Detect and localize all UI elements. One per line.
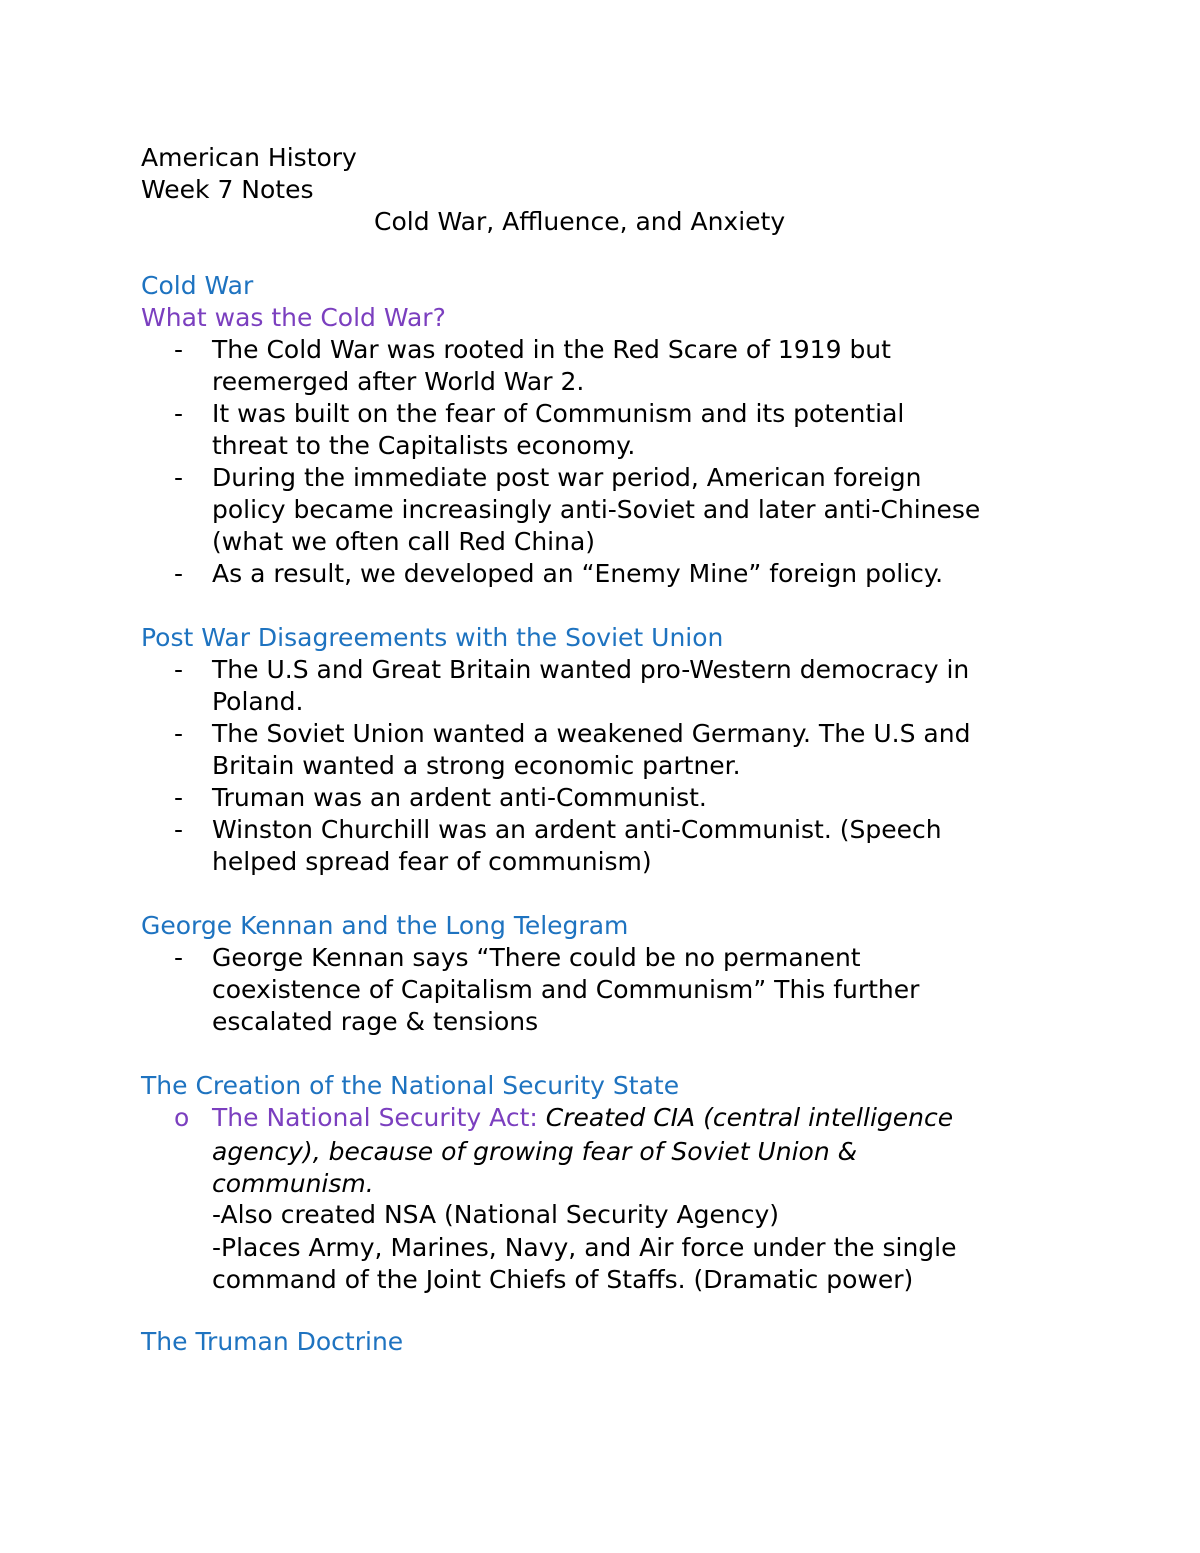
heading-post-war-disagreements: Post War Disagreements with the Soviet Union [141,623,724,652]
heading-truman-doctrine: The Truman Doctrine [141,1327,404,1356]
list-item-line: During the immediate post war period, American foreign [212,463,922,492]
list-item-line: reemerged after World War 2. [212,367,585,396]
bullet-dash: - [174,463,184,492]
list-item-line: It was built on the fear of Communism and its potential [212,399,905,428]
act-text: Created CIA (central intelligence [537,1103,954,1132]
list-item-line: coexistence of Capitalism and Communism” This further [212,975,920,1004]
bullet-dash: - [174,399,184,428]
subheading-what-was-cold-war: What was the Cold War? [141,303,446,332]
list-item-line: Poland. [212,687,304,716]
list-item-line: As a result, we developed an “Enemy Mine” foreign policy. [212,559,944,588]
heading-kennan-long-telegram: George Kennan and the Long Telegram [141,911,629,940]
list-item-line [212,1102,953,1134]
list-item-line: The Cold War was rooted in the Red Scare of 1919 but [212,335,891,364]
list-item-line: command of the Joint Chiefs of Staffs. (Dramatic power) [212,1265,914,1294]
bullet-dash: - [174,783,184,812]
act-label: The National Security Act: [212,1103,538,1132]
list-item-line: The U.S and Great Britain wanted pro-Western democracy in [212,655,970,684]
list-item-line: (what we often call Red China) [212,527,596,556]
list-item-line: The Soviet Union wanted a weakened Germany. The U.S and [212,719,971,748]
course-title: American History [141,143,357,172]
document-title: Cold War, Affluence, and Anxiety [374,207,786,236]
bullet-dash: - [174,943,184,972]
list-item-line: policy became increasingly anti-Soviet and later anti-Chinese [212,495,981,524]
heading-cold-war: Cold War [141,271,254,300]
list-item-line: Truman was an ardent anti-Communist. [212,783,707,812]
bullet-circle: o [174,1103,190,1132]
bullet-dash: - [174,719,184,748]
heading-national-security-state: The Creation of the National Security State [141,1071,680,1100]
list-item-line: -Also created NSA (National Security Agency) [212,1200,780,1229]
list-item-line: agency), because of growing fear of Soviet Union & [212,1137,858,1166]
bullet-dash: - [174,655,184,684]
week-label: Week 7 Notes [141,175,314,204]
list-item-line: George Kennan says “There could be no permanent [212,943,861,972]
list-item-line: Britain wanted a strong economic partner. [212,751,741,780]
list-item-line: threat to the Capitalists economy. [212,431,636,460]
bullet-dash: - [174,815,184,844]
list-item-line: -Places Army, Marines, Navy, and Air force under the single [212,1233,957,1262]
bullet-dash: - [174,559,184,588]
list-item-line: helped spread fear of communism) [212,847,652,876]
list-item-line: Winston Churchill was an ardent anti-Communist. (Speech [212,815,942,844]
list-item-line: escalated rage & tensions [212,1007,539,1036]
list-item-line: communism. [212,1169,374,1198]
bullet-dash: - [174,335,184,364]
